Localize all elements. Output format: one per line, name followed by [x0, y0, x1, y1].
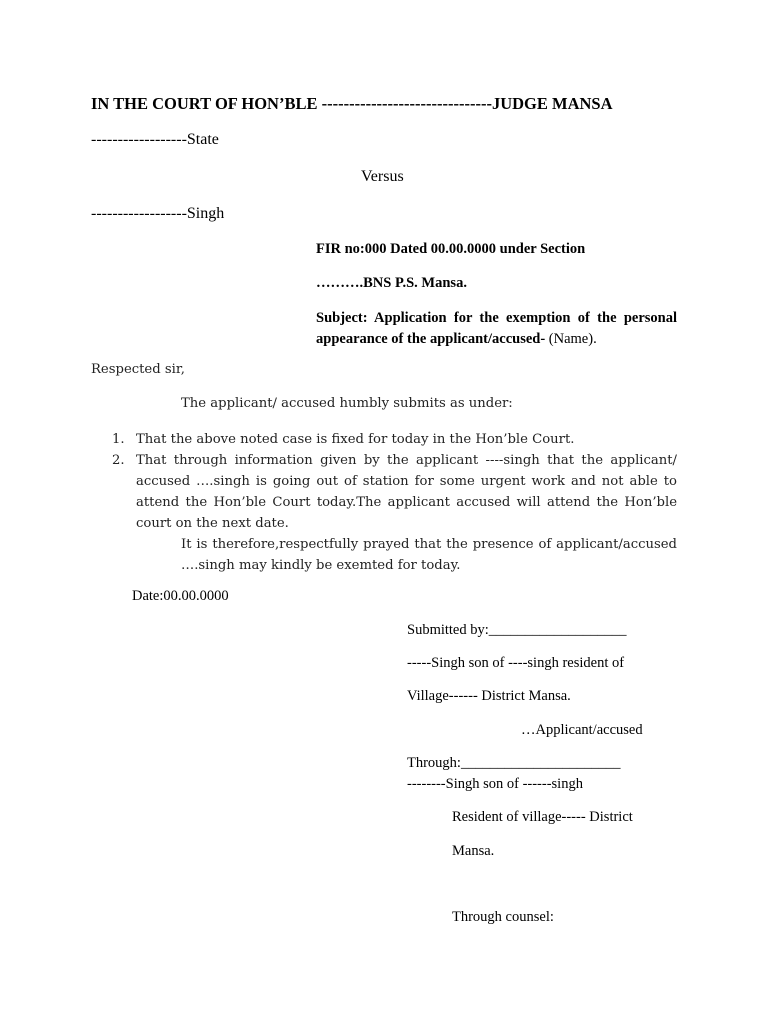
subject-text: Subject: Application for the exemption of the personal appearance of the applicant/accused-	[316, 310, 677, 347]
applicant-label: …Applicant/accused	[521, 722, 643, 738]
list-item	[105, 429, 677, 450]
applicant-parentage-line: -----Singh son of ----singh resident of	[407, 655, 625, 671]
subject-paragraph	[316, 308, 677, 350]
list-item-number: 1.	[112, 432, 125, 447]
list-item-text: That the above noted case is fixed for today in the Hon’ble Court.	[136, 432, 575, 447]
court-title: IN THE COURT OF HON’BLE -------------------------------JUDGE MANSA	[91, 94, 613, 113]
state-party: ------------------State	[91, 131, 219, 148]
date-line: Date:00.00.0000	[132, 588, 229, 604]
accused-party: ------------------Singh	[91, 205, 225, 222]
through-residence-line: Resident of village----- District	[452, 809, 633, 825]
list-item-text: That through information given by the applicant ----singh that the applicant/ accused ….singh is going out of station for some urgent work and not able to attend the Hon’ble Court today.The applicant accused will attend the Hon’ble court on the next date.	[136, 453, 677, 531]
subject-name: (Name).	[545, 331, 597, 347]
fir-line-2: ……….BNS P.S. Mansa.	[316, 275, 467, 291]
versus-label: Versus	[361, 168, 404, 185]
list-item	[105, 450, 677, 534]
applicant-village-line: Village------ District Mansa.	[407, 688, 571, 704]
through-line: Through:______________________	[407, 755, 621, 771]
points-list	[105, 429, 677, 534]
prayer-paragraph: It is therefore,respectfully prayed that the presence of applicant/accused ….singh may kindly be exemted for today.	[181, 537, 677, 573]
through-parentage-line: --------Singh son of ------singh	[407, 776, 583, 792]
intro-line: The applicant/ accused humbly submits as under:	[181, 396, 513, 411]
through-district-line: Mansa.	[452, 843, 495, 859]
through-counsel-label: Through counsel:	[452, 909, 554, 925]
salutation: Respected sir,	[91, 362, 185, 377]
fir-line-1: FIR no:000 Dated 00.00.0000 under Section	[316, 241, 586, 257]
list-item-number: 2.	[112, 453, 125, 468]
submitted-by-line: Submitted by:___________________	[407, 622, 627, 638]
